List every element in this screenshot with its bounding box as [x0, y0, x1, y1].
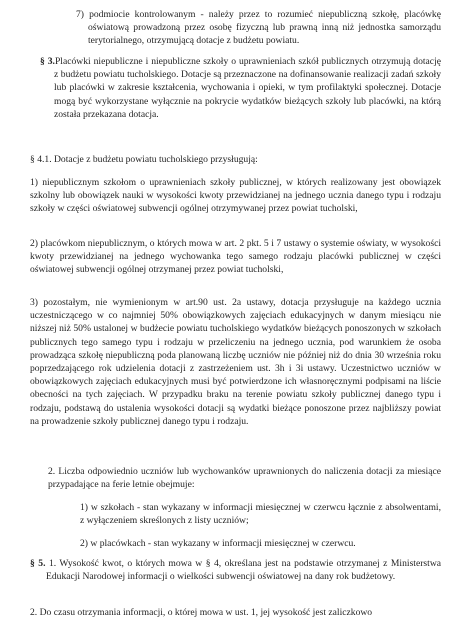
section-mark-3: § 3. — [40, 56, 55, 67]
paragraph-5 — [30, 557, 441, 583]
paragraph-4-intro — [30, 153, 441, 166]
paragraph-4-intro-text: 1. Dotacje z budżetu powiatu tucholskiego przysługują: — [44, 154, 258, 165]
paragraph-4-2-item-2: 2) w placówkach - stan wykazany w informacji miesięcznej w czerwcu. — [80, 538, 356, 549]
list-item-2: 2) placówkom niepublicznym, o których mowa w art. 2 pkt. 5 i 7 ustawy o systemie oświaty, w wysokości kwoty przewidzianej na jednego wychowanka tego samego rodzaju placówki publicznej w części oświatowej subwencji ogólnej otrzymanej przez powiat tucholski, — [30, 238, 441, 276]
list-item-1: 1) niepublicznym szkołom o uprawnieniach szkoły publicznej, w których realizowany jest obowiązek szkolny lub obowiązek nauki w wysokości kwoty przewidzianej na jednego ucznia danego typu i rodzaju szkoły w części oświatowej subwencji ogólnej otrzymywanej przez powiat tucholski, — [30, 177, 441, 215]
paragraph-5-2: 2. Do czasu otrzymania informacji, o której mowa w ust. 1, jej wysokość jest zaliczkowo — [30, 607, 373, 618]
list-item-3: 3) pozostałym, nie wymienionym w art.90 ust. 2a ustawy, dotacja przysługuje na każdego ucznia uczestniczącego w co najmniej 50% obowiązkowych zajęciach edukacyjnych w danym miesiącu nie niższej niż 50% ustalonej w budżecie powiatu tucholskiego wydatków bieżących ponoszonych w szkołach publicznych tego samego typu i rodzaju w przeliczeniu na jednego ucznia, pod warunkiem że osoba prowadząca szkołę niepubliczną poda planowaną liczbę uczniów nie później niż do dnia 30 września roku poprzedzającego rok udzielenia dotacji z zastrzeżeniem ust. 3h i 3i ustawy. Uczestnictwo uczniów w obowiązkowych zajęciach edukacyjnych musi być potwierdzone ich własnoręcznymi podpisami na liście obecności na tych zajęciach. W przypadku braku na terenie powiatu szkoły publicznej danego typu i rodzaju, podstawą do ustalenia wysokości dotacji są wydatki bieżące ponoszone przez najbliższy powiat na prowadzenie szkoły publicznej danego typu i rodzaju. — [30, 297, 441, 427]
paragraph-4-2: 2. Liczba odpowiednio uczniów lub wychowanków uprawnionych do naliczenia dotacji za miesiące przypadające na ferie letnie obejmuje: — [48, 466, 441, 491]
paragraph-5-text: 1. Wysokość kwot, o których mowa w § 4, określana jest na podstawie otrzymanej z Ministerstwa Edukacji Narodowej informacji o wielkości subwencji oświatowej na dany rok budżetowy. — [45, 558, 442, 583]
section-mark-4: § 4. — [30, 154, 45, 165]
definition-item-7: 7) podmiocie kontrolowanym - należy przez to rozumieć niepubliczną szkołę, placówkę oświatową prowadzoną przez osobę fizyczną lub prawną inną niż jednostka samorządu terytorialnego, otrzymującą dotacje z budżetu powiatu. — [76, 9, 441, 47]
section-mark-5: § 5. — [30, 558, 46, 569]
paragraph-4-2-item-1: 1) w szkołach - stan wykazany w informacji miesięcznej w czerwcu łącznie z absolwentami, z wyłączeniem skreślonych z listy uczniów; — [80, 502, 441, 527]
paragraph-3 — [40, 55, 441, 121]
paragraph-3-text: Placówki niepubliczne i niepubliczne szkoły o uprawnieniach szkół publicznych otrzymują dotację z budżetu powiatu tucholskiego. Dotacje są przeznaczone na dofinansowanie realizacji zadań szkoły lub placówki w zakresie kształcenia, wychowania i opieki, w tym profilaktyki społecznej. Dotacje mogą być wykorzystane wyłącznie na pokrycie wydatków bieżących szkoły lub placówki, na którą została przekazana dotacja. — [54, 56, 441, 120]
